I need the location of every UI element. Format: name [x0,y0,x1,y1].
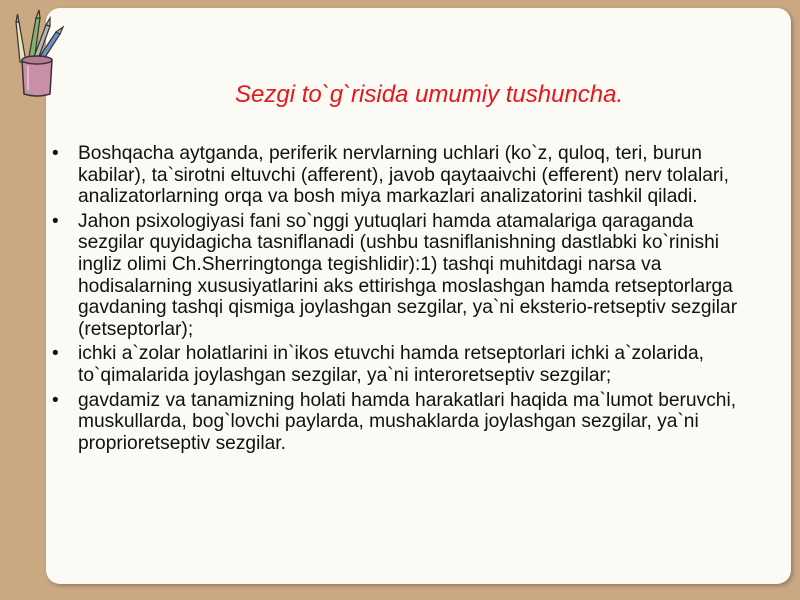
list-item [52,211,758,341]
bullet-marker: • [52,210,59,232]
bullet-marker: • [52,389,59,411]
list-item [52,390,758,455]
list-item [52,143,758,208]
bullet-text: gavdamiz va tanamizning holati hamda harakatlari haqida ma`lumot beruvchi, muskullarda, bog`lovchi paylarda, mushaklarda joylashgan sezgilar, ya`ni proprioretseptiv sezgilar. [78,389,737,454]
bullet-text: ichki a`zolar holatlarini in`ikos etuvchi hamda retseptorlari ichki a`zolarida, to`qimalarida joylashgan sezgilar, ya`ni interoretseptiv sezgilar; [78,343,704,386]
list-item [52,343,758,386]
bullet-list [52,143,758,454]
bullet-text: Jahon psixologiyasi fani so`nggi yutuqlari hamda atamalariga qaraganda sezgilar quyidagicha tasniflanadi (ushbu tasniflanishning dastlabki ko`rinishi ingliz olimi Ch.Sherringtonga tegishlidir):1) tashqi muhitdagi narsa va hodisalarning xususiyatlarini aks ettirishga moslashgan hamda retseptorlarga gavdaning tashqi qismiga joylashgan sezgilar, ya`ni eksterio-retseptiv sezgilar (retseptorlar); [78,210,738,340]
slide-title: Sezgi to`g`risida umumiy tushuncha. [235,81,624,108]
bullet-text: Boshqacha aytganda, periferik nervlarning uchlari (ko`z, quloq, teri, burun kabilar), ta`sirotni eltuvchi (afferent), javob qaytaaivchi (efferent) nerv tolalari, analizatorlarning orqa va bosh miya markazlari analizatorini tashkil qiladi. [78,143,729,208]
bullet-marker: • [52,343,59,365]
bullet-marker: • [52,143,59,164]
pencil-cup-icon [6,4,68,100]
